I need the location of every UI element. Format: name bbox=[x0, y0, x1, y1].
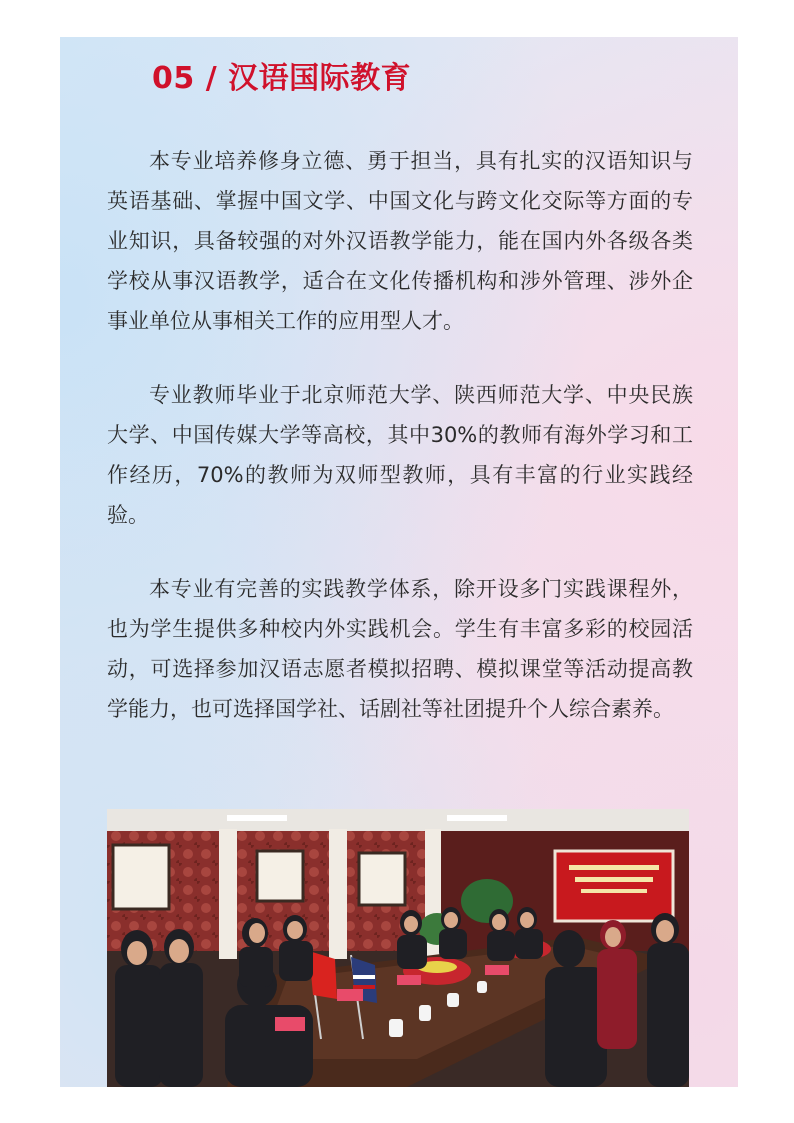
paragraph-program-overview: 本专业培养修身立德、勇于担当，具有扎实的汉语知识与英语基础、掌握中国文学、中国文化与跨文化交际等方面的专业知识，具备较强的对外汉语教学能力，能在国内外各级各类学校从事汉语教学，适合在文化传播机构和涉外管理、涉外企事业单位从事相关工作的应用型人才。 bbox=[107, 149, 693, 333]
section-title: 05 / 汉语国际教育 bbox=[152, 61, 412, 96]
meeting-photo bbox=[107, 809, 689, 1087]
paragraph-faculty: 专业教师毕业于北京师范大学、陕西师范大学、中央民族大学、中国传媒大学等高校，其中30%的教师有海外学习和工作经历，70%的教师为双师型教师，具有丰富的行业实践经验。 bbox=[107, 383, 693, 527]
content-card bbox=[60, 37, 738, 1087]
paragraph-practice: 本专业有完善的实践教学体系，除开设多门实践课程外，也为学生提供多种校内外实践机会。学生有丰富多彩的校园活动，可选择参加汉语志愿者模拟招聘、模拟课堂等活动提高教学能力，也可选择国学社、话剧社等社团提升个人综合素养。 bbox=[107, 577, 693, 721]
